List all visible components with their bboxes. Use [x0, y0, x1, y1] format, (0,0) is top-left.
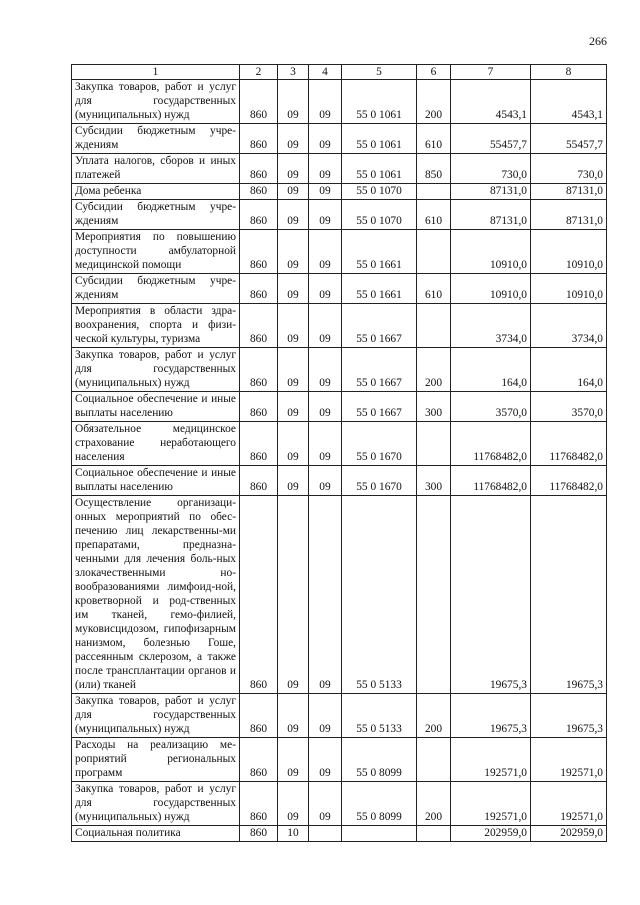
ministry-code-cell: 860: [240, 738, 278, 782]
expense-type-cell: 850: [417, 154, 451, 184]
ministry-code-cell: 860: [240, 694, 278, 738]
section-code-cell: 09: [278, 466, 309, 496]
ministry-code-cell: 860: [240, 782, 278, 826]
subsection-code-cell: 09: [309, 392, 342, 422]
page-number: 266: [589, 34, 607, 48]
amount-total-cell: 3734,0: [531, 304, 607, 348]
ministry-code-cell: 860: [240, 826, 278, 842]
subsection-code-cell: 09: [309, 422, 342, 466]
amount-cell: 19675,3: [451, 694, 531, 738]
ministry-code-cell: 860: [240, 124, 278, 154]
expense-type-cell: 200: [417, 80, 451, 124]
subsection-code-cell: 09: [309, 466, 342, 496]
amount-total-cell: 164,0: [531, 348, 607, 392]
section-code-cell: 09: [278, 738, 309, 782]
table-row: [72, 826, 607, 842]
target-article-cell: 55 0 1661: [342, 230, 417, 274]
expense-name-cell: Субсидии бюджетным учре-ждениям: [72, 200, 240, 230]
subsection-code-cell: 09: [309, 274, 342, 304]
amount-cell: 10910,0: [451, 274, 531, 304]
ministry-code-cell: 860: [240, 392, 278, 422]
target-article-cell: 55 0 5133: [342, 496, 417, 694]
amount-cell: 87131,0: [451, 200, 531, 230]
expense-name-cell: Социальное обеспечение и иные выплаты населению: [72, 466, 240, 496]
table-row: [72, 694, 607, 738]
target-article-cell: 55 0 1670: [342, 466, 417, 496]
target-article-cell: 55 0 5133: [342, 694, 417, 738]
section-code-cell: 09: [278, 230, 309, 274]
target-article-cell: 55 0 1061: [342, 80, 417, 124]
section-code-cell: 09: [278, 124, 309, 154]
expense-type-cell: [417, 826, 451, 842]
amount-total-cell: 192571,0: [531, 782, 607, 826]
expense-type-cell: [417, 304, 451, 348]
expense-type-cell: 610: [417, 274, 451, 304]
expense-type-cell: 610: [417, 124, 451, 154]
amount-cell: 3734,0: [451, 304, 531, 348]
expense-name-cell: Социальное обеспечение и иные выплаты населению: [72, 392, 240, 422]
column-header: 7: [451, 65, 531, 80]
expense-name-cell: Закупка товаров, работ и услуг для государственных (муниципальных) нужд: [72, 782, 240, 826]
column-header: 5: [342, 65, 417, 80]
table-row: [72, 200, 607, 230]
subsection-code-cell: 09: [309, 230, 342, 274]
expense-name-cell: Обязательное медицинское страхование неработающего населения: [72, 422, 240, 466]
target-article-cell: 55 0 1061: [342, 124, 417, 154]
column-header: 8: [531, 65, 607, 80]
ministry-code-cell: 860: [240, 466, 278, 496]
target-article-cell: 55 0 1070: [342, 200, 417, 230]
table-row: [72, 274, 607, 304]
section-code-cell: 09: [278, 782, 309, 826]
amount-total-cell: 202959,0: [531, 826, 607, 842]
section-code-cell: 09: [278, 200, 309, 230]
column-header: 4: [309, 65, 342, 80]
expense-type-cell: [417, 422, 451, 466]
amount-total-cell: 87131,0: [531, 184, 607, 200]
subsection-code-cell: 09: [309, 348, 342, 392]
table-row: [72, 782, 607, 826]
ministry-code-cell: 860: [240, 154, 278, 184]
section-code-cell: 09: [278, 694, 309, 738]
section-code-cell: 10: [278, 826, 309, 842]
ministry-code-cell: 860: [240, 184, 278, 200]
amount-cell: 55457,7: [451, 124, 531, 154]
target-article-cell: 55 0 1661: [342, 274, 417, 304]
expense-name-cell: Мероприятия по повышению доступности амбулаторной медицинской помощи: [72, 230, 240, 274]
table-row: [72, 80, 607, 124]
amount-total-cell: 192571,0: [531, 738, 607, 782]
amount-total-cell: 10910,0: [531, 274, 607, 304]
table-row: [72, 230, 607, 274]
amount-total-cell: 19675,3: [531, 694, 607, 738]
section-code-cell: 09: [278, 184, 309, 200]
amount-cell: 87131,0: [451, 184, 531, 200]
amount-total-cell: 730,0: [531, 154, 607, 184]
ministry-code-cell: 860: [240, 348, 278, 392]
target-article-cell: [342, 826, 417, 842]
expense-name-cell: Уплата налогов, сборов и иных платежей: [72, 154, 240, 184]
table-row: [72, 466, 607, 496]
section-code-cell: 09: [278, 274, 309, 304]
amount-total-cell: 55457,7: [531, 124, 607, 154]
target-article-cell: 55 0 1061: [342, 154, 417, 184]
column-header: 3: [278, 65, 309, 80]
section-code-cell: 09: [278, 304, 309, 348]
subsection-code-cell: 09: [309, 782, 342, 826]
column-header: 6: [417, 65, 451, 80]
expense-name-cell: Закупка товаров, работ и услуг для государственных (муниципальных) нужд: [72, 80, 240, 124]
table-row: [72, 738, 607, 782]
table-row: [72, 422, 607, 466]
section-code-cell: 09: [278, 80, 309, 124]
amount-cell: 10910,0: [451, 230, 531, 274]
section-code-cell: 09: [278, 422, 309, 466]
ministry-code-cell: 860: [240, 304, 278, 348]
amount-total-cell: 11768482,0: [531, 466, 607, 496]
amount-cell: 192571,0: [451, 782, 531, 826]
subsection-code-cell: 09: [309, 184, 342, 200]
subsection-code-cell: 09: [309, 496, 342, 694]
column-header: 1: [72, 65, 240, 80]
table-header-row: [72, 65, 607, 80]
expense-type-cell: 610: [417, 200, 451, 230]
column-header: 2: [240, 65, 278, 80]
target-article-cell: 55 0 1670: [342, 422, 417, 466]
amount-cell: 164,0: [451, 348, 531, 392]
amount-cell: 730,0: [451, 154, 531, 184]
ministry-code-cell: 860: [240, 230, 278, 274]
expense-type-cell: [417, 184, 451, 200]
subsection-code-cell: [309, 826, 342, 842]
target-article-cell: 55 0 8099: [342, 782, 417, 826]
amount-cell: 202959,0: [451, 826, 531, 842]
amount-total-cell: 10910,0: [531, 230, 607, 274]
amount-total-cell: 4543,1: [531, 80, 607, 124]
ministry-code-cell: 860: [240, 422, 278, 466]
ministry-code-cell: 860: [240, 200, 278, 230]
section-code-cell: 09: [278, 348, 309, 392]
expense-name-cell: Субсидии бюджетным учре-ждениям: [72, 124, 240, 154]
amount-cell: 19675,3: [451, 496, 531, 694]
section-code-cell: 09: [278, 496, 309, 694]
expense-type-cell: 200: [417, 694, 451, 738]
table-row: [72, 496, 607, 694]
amount-total-cell: 87131,0: [531, 200, 607, 230]
expense-name-cell: Дома ребенка: [72, 184, 240, 200]
subsection-code-cell: 09: [309, 304, 342, 348]
table-row: [72, 392, 607, 422]
table-row: [72, 184, 607, 200]
section-code-cell: 09: [278, 154, 309, 184]
expense-type-cell: 200: [417, 348, 451, 392]
expense-type-cell: [417, 496, 451, 694]
amount-cell: 3570,0: [451, 392, 531, 422]
budget-table: [71, 64, 607, 842]
amount-total-cell: 3570,0: [531, 392, 607, 422]
amount-cell: 192571,0: [451, 738, 531, 782]
amount-total-cell: 11768482,0: [531, 422, 607, 466]
subsection-code-cell: 09: [309, 154, 342, 184]
target-article-cell: 55 0 1667: [342, 348, 417, 392]
subsection-code-cell: 09: [309, 694, 342, 738]
table-row: [72, 124, 607, 154]
expense-name-cell: Осуществление организаци-онных мероприятий по обес-печению лиц лекарственны-ми препаратами, предназна-ченными для лечения боль-ных злокачественными но-вообразованиями лимфоид-ной, кроветворной и род-ственных им тканей, гемо-филией, муковисцидозом, гипофизарным нанизмом, болезнью Гоше, рассеянным склерозом, а также после трансплантации органов и (или) тканей: [72, 496, 240, 694]
expense-type-cell: [417, 230, 451, 274]
subsection-code-cell: 09: [309, 200, 342, 230]
expense-type-cell: 300: [417, 392, 451, 422]
expense-name-cell: Закупка товаров, работ и услуг для государственных (муниципальных) нужд: [72, 348, 240, 392]
expense-name-cell: Социальная политика: [72, 826, 240, 842]
target-article-cell: 55 0 1667: [342, 392, 417, 422]
amount-cell: 11768482,0: [451, 422, 531, 466]
expense-name-cell: Мероприятия в области здра-воохранения, спорта и физи-ческой культуры, туризма: [72, 304, 240, 348]
subsection-code-cell: 09: [309, 738, 342, 782]
target-article-cell: 55 0 1070: [342, 184, 417, 200]
ministry-code-cell: 860: [240, 496, 278, 694]
expense-name-cell: Расходы на реализацию ме-роприятий региональных программ: [72, 738, 240, 782]
expense-type-cell: 200: [417, 782, 451, 826]
expense-name-cell: Субсидии бюджетным учре-ждениям: [72, 274, 240, 304]
table-row: [72, 348, 607, 392]
subsection-code-cell: 09: [309, 80, 342, 124]
expense-type-cell: [417, 738, 451, 782]
expense-name-cell: Закупка товаров, работ и услуг для государственных (муниципальных) нужд: [72, 694, 240, 738]
amount-cell: 11768482,0: [451, 466, 531, 496]
target-article-cell: 55 0 1667: [342, 304, 417, 348]
amount-cell: 4543,1: [451, 80, 531, 124]
expense-type-cell: 300: [417, 466, 451, 496]
ministry-code-cell: 860: [240, 274, 278, 304]
section-code-cell: 09: [278, 392, 309, 422]
ministry-code-cell: 860: [240, 80, 278, 124]
target-article-cell: 55 0 8099: [342, 738, 417, 782]
table-row: [72, 154, 607, 184]
table-row: [72, 304, 607, 348]
subsection-code-cell: 09: [309, 124, 342, 154]
amount-total-cell: 19675,3: [531, 496, 607, 694]
